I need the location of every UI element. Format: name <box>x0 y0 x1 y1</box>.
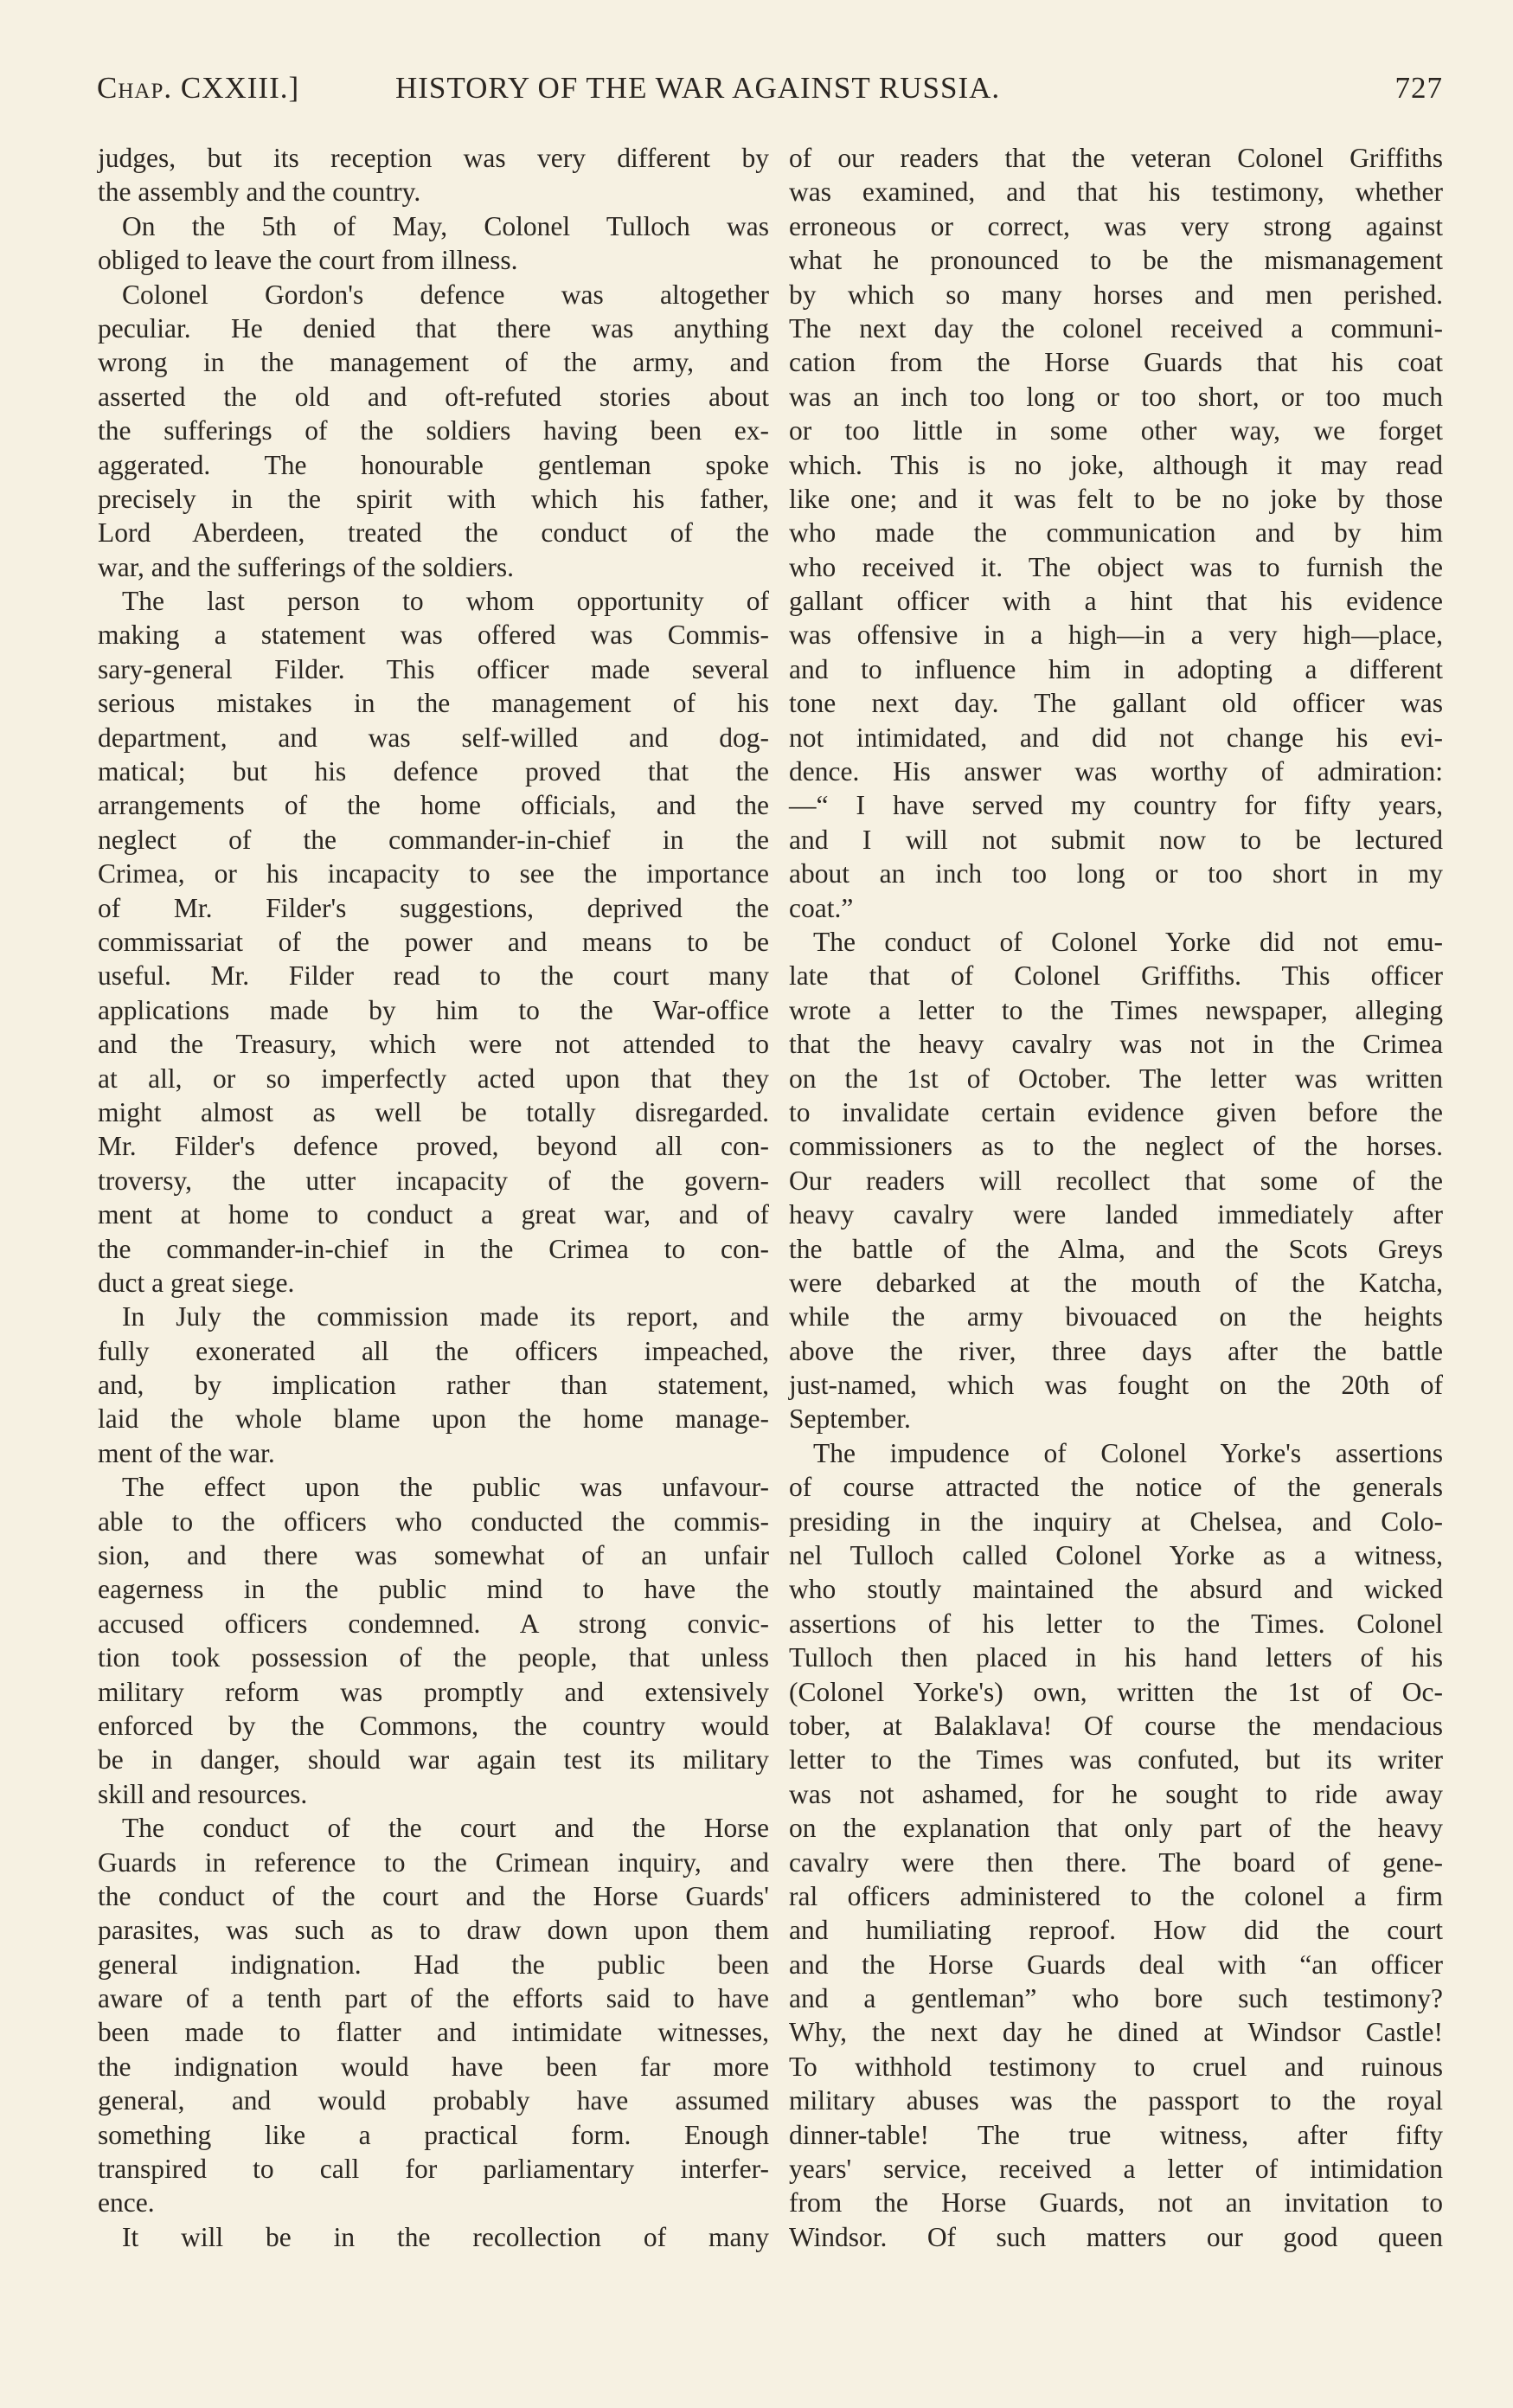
text-line: On the 5th of May, Colonel Tulloch was <box>122 210 769 241</box>
text-line: Windsor. Of such matters our good queen <box>789 2221 1443 2252</box>
text-line: while the army bivouaced on the heights <box>789 1301 1443 1332</box>
text-line: The next day the colonel received a communi- <box>789 312 1443 344</box>
text-line: letter to the Times was confuted, but its writer <box>789 1744 1443 1775</box>
text-line: on the explanation that only part of the heavy <box>789 1813 1443 1844</box>
text-line: late that of Colonel Griffiths. This officer <box>789 960 1443 992</box>
paragraph <box>98 209 769 278</box>
text-line: was not ashamed, for he sought to ride away <box>789 1778 1443 1809</box>
text-line: aggerated. The honourable gentleman spoke <box>98 449 769 480</box>
text-line: enforced by the Commons, the country would <box>98 1710 769 1741</box>
text-line: duct a great siege. <box>98 1267 295 1298</box>
text-line: tone next day. The gallant old officer was <box>789 688 1443 719</box>
text-line: ral officers administered to the colonel a firm <box>789 1880 1443 1911</box>
text-line: useful. Mr. Filder read to the court many <box>98 960 769 992</box>
text-line: who stoutly maintained the absurd and wicked <box>789 1574 1443 1605</box>
text-line: by which so many horses and men perished. <box>789 279 1443 310</box>
running-title: HISTORY OF THE WAR AGAINST RUSSIA. <box>395 71 1001 105</box>
text-line: might almost as well be totally disregarded. <box>98 1096 769 1127</box>
text-line: something like a practical form. Enough <box>98 2119 769 2150</box>
text-line: which. This is no joke, although it may read <box>789 449 1443 480</box>
text-line: at all, or so imperfectly acted upon that they <box>98 1063 769 1094</box>
text-line: The last person to whom opportunity of <box>122 586 769 617</box>
text-line: just-named, which was fought on the 20th of <box>789 1370 1443 1401</box>
paragraph <box>98 1300 769 1470</box>
text-line: Tulloch then placed in his hand letters of his <box>789 1642 1443 1673</box>
text-line: of Mr. Filder's suggestions, deprived the <box>98 892 769 923</box>
text-line: and the Horse Guards deal with “an officer <box>789 1949 1443 1980</box>
text-line: cation from the Horse Guards that his coat <box>789 347 1443 378</box>
text-line: parasites, was such as to draw down upon them <box>98 1915 769 1946</box>
text-line: The impudence of Colonel Yorke's assertions <box>813 1437 1443 1468</box>
text-line: and a gentleman” who bore such testimony? <box>789 1983 1443 2014</box>
paragraph <box>98 278 769 585</box>
text-line: ment at home to conduct a great war, and of <box>98 1199 769 1230</box>
text-line: asserted the old and oft-refuted stories about <box>98 381 769 412</box>
right-column <box>789 141 1443 2254</box>
text-line: erroneous or correct, was very strong against <box>789 210 1443 241</box>
text-line: Our readers will recollect that some of the <box>789 1165 1443 1196</box>
text-line: commissariat of the power and means to be <box>98 926 769 957</box>
text-line: been made to flatter and intimidate witnesses, <box>98 2017 769 2048</box>
text-line: Guards in reference to the Crimean inquiry, and <box>98 1846 769 1878</box>
text-line: heavy cavalry were landed immediately after <box>789 1199 1443 1230</box>
text-line: military abuses was the passport to the royal <box>789 2085 1443 2116</box>
text-line: assertions of his letter to the Times. Colonel <box>789 1608 1443 1639</box>
text-line: or too little in some other way, we forget <box>789 415 1443 446</box>
text-line: dence. His answer was worthy of admiration: <box>789 756 1443 787</box>
text-line: accused officers condemned. A strong convic- <box>98 1608 769 1639</box>
text-line: ence. <box>98 2187 155 2219</box>
text-line: like one; and it was felt to be no joke by those <box>789 483 1443 514</box>
text-line: on the 1st of October. The letter was written <box>789 1063 1443 1094</box>
paragraph <box>98 141 769 209</box>
text-line: skill and resources. <box>98 1778 308 1809</box>
text-line: It will be in the recollection of many <box>122 2221 769 2252</box>
text-line: peculiar. He denied that there was anything <box>98 312 769 344</box>
text-line: the battle of the Alma, and the Scots Greys <box>789 1233 1443 1264</box>
text-line: —“ I have served my country for fifty years, <box>789 790 1443 821</box>
text-line: judges, but its reception was very different by <box>98 143 769 173</box>
text-line: cavalry were then there. The board of gene- <box>789 1846 1443 1878</box>
page-number: 727 <box>1394 71 1443 105</box>
text-line: the commander-in-chief in the Crimea to con- <box>98 1233 769 1264</box>
text-line: transpired to call for parliamentary interfer- <box>98 2154 769 2185</box>
text-line: and humiliating reproof. How did the court <box>789 1915 1443 1946</box>
text-line: obliged to leave the court from illness. <box>98 245 518 276</box>
text-line: were debarked at the mouth of the Katcha, <box>789 1267 1443 1298</box>
text-line: wrote a letter to the Times newspaper, alleging <box>789 994 1443 1025</box>
text-line: the sufferings of the soldiers having been ex- <box>98 415 769 446</box>
text-line: tober, at Balaklava! Of course the mendacious <box>789 1710 1443 1741</box>
text-line: Colonel Gordon's defence was altogether <box>122 279 769 310</box>
text-line: above the river, three days after the battle <box>789 1335 1443 1366</box>
text-line: who made the communication and by him <box>789 517 1443 549</box>
text-line: about an inch too long or too short in my <box>789 858 1443 889</box>
text-line: nel Tulloch called Colonel Yorke as a witness, <box>789 1540 1443 1571</box>
text-line: and the Treasury, which were not attended to <box>98 1029 769 1060</box>
text-line: applications made by him to the War-office <box>98 994 769 1025</box>
text-line: The effect upon the public was unfavour- <box>122 1472 769 1503</box>
paragraph <box>789 1436 1443 2254</box>
text-line: the conduct of the court and the Horse Guards' <box>98 1880 769 1911</box>
text-line: Lord Aberdeen, treated the conduct of the <box>98 517 769 549</box>
running-header <box>97 71 1443 114</box>
text-line: September. <box>789 1403 911 1435</box>
text-line: sion, and there was somewhat of an unfair <box>98 1540 769 1571</box>
text-line: the assembly and the country. <box>98 177 421 208</box>
paragraph <box>789 925 1443 1436</box>
paragraph <box>98 584 769 1300</box>
text-line: was examined, and that his testimony, whether <box>789 177 1443 208</box>
text-line: that the heavy cavalry was not in the Crimea <box>789 1029 1443 1060</box>
text-line: Why, the next day he dined at Windsor Castle! <box>789 2017 1443 2048</box>
text-line: arrangements of the home officials, and the <box>98 790 769 821</box>
paragraph <box>789 141 1443 925</box>
text-line: ment of the war. <box>98 1437 275 1468</box>
text-line: presiding in the inquiry at Chelsea, and Colo- <box>789 1506 1443 1537</box>
text-line: what he pronounced to be the mismanagement <box>789 245 1443 276</box>
text-line: who received it. The object was to furnish the <box>789 551 1443 582</box>
text-line: In July the commission made its report, and <box>122 1301 769 1332</box>
text-line: wrong in the management of the army, and <box>98 347 769 378</box>
text-line: military reform was promptly and extensively <box>98 1676 769 1707</box>
text-line: To withhold testimony to cruel and ruinous <box>789 2051 1443 2082</box>
paragraph <box>98 1811 769 2220</box>
text-line: of course attracted the notice of the generals <box>789 1472 1443 1503</box>
text-line: commissioners as to the neglect of the horses. <box>789 1131 1443 1162</box>
text-line: eagerness in the public mind to have the <box>98 1574 769 1605</box>
text-line: neglect of the commander-in-chief in the <box>98 824 769 855</box>
text-line: general, and would probably have assumed <box>98 2085 769 2116</box>
text-line: making a statement was offered was Commis- <box>98 620 769 651</box>
text-line: gallant officer with a hint that his evidence <box>789 586 1443 617</box>
text-line: department, and was self-willed and dog- <box>98 722 769 753</box>
text-line: aware of a tenth part of the efforts said to have <box>98 1983 769 2014</box>
text-line: not intimidated, and did not change his evi- <box>789 722 1443 753</box>
text-line: serious mistakes in the management of his <box>98 688 769 719</box>
text-line: from the Horse Guards, not an invitation to <box>789 2187 1443 2219</box>
chapter-label: Chap. CXXIII.] <box>97 71 300 105</box>
text-line: was an inch too long or too short, or too much <box>789 381 1443 412</box>
text-line: war, and the sufferings of the soldiers. <box>98 551 515 582</box>
paragraph <box>98 2220 769 2254</box>
text-line: Mr. Filder's defence proved, beyond all con- <box>98 1131 769 1162</box>
text-line: The conduct of the court and the Horse <box>122 1813 769 1844</box>
text-line: of our readers that the veteran Colonel Griffiths <box>789 143 1443 173</box>
text-line: precisely in the spirit with which his father, <box>98 483 769 514</box>
text-line: sary-general Filder. This officer made several <box>98 653 769 684</box>
text-line: Crimea, or his incapacity to see the importance <box>98 858 769 889</box>
text-line: to invalidate certain evidence given before the <box>789 1096 1443 1127</box>
text-line: able to the officers who conducted the commis- <box>98 1506 769 1537</box>
text-line: be in danger, should war again test its military <box>98 1744 769 1775</box>
text-line: and I will not submit now to be lectured <box>789 824 1443 855</box>
text-line: was offensive in a high—in a very high—place, <box>789 620 1443 651</box>
text-line: tion took possession of the people, that unless <box>98 1642 769 1673</box>
text-line: laid the whole blame upon the home manage- <box>98 1403 769 1435</box>
left-column <box>98 141 769 2254</box>
text-line: and to influence him in adopting a different <box>789 653 1443 684</box>
text-line: and, by implication rather than statement, <box>98 1370 769 1401</box>
text-line: troversy, the utter incapacity of the govern- <box>98 1165 769 1196</box>
text-line: coat.” <box>789 892 854 923</box>
text-line: (Colonel Yorke's) own, written the 1st of Oc- <box>789 1676 1443 1707</box>
text-line: The conduct of Colonel Yorke did not emu- <box>813 926 1443 957</box>
text-line: dinner-table! The true witness, after fifty <box>789 2119 1443 2150</box>
text-line: fully exonerated all the officers impeached, <box>98 1335 769 1366</box>
text-line: the indignation would have been far more <box>98 2051 769 2082</box>
paragraph <box>98 1470 769 1811</box>
text-line: years' service, received a letter of intimidation <box>789 2154 1443 2185</box>
text-line: matical; but his defence proved that the <box>98 756 769 787</box>
text-line: general indignation. Had the public been <box>98 1949 769 1980</box>
